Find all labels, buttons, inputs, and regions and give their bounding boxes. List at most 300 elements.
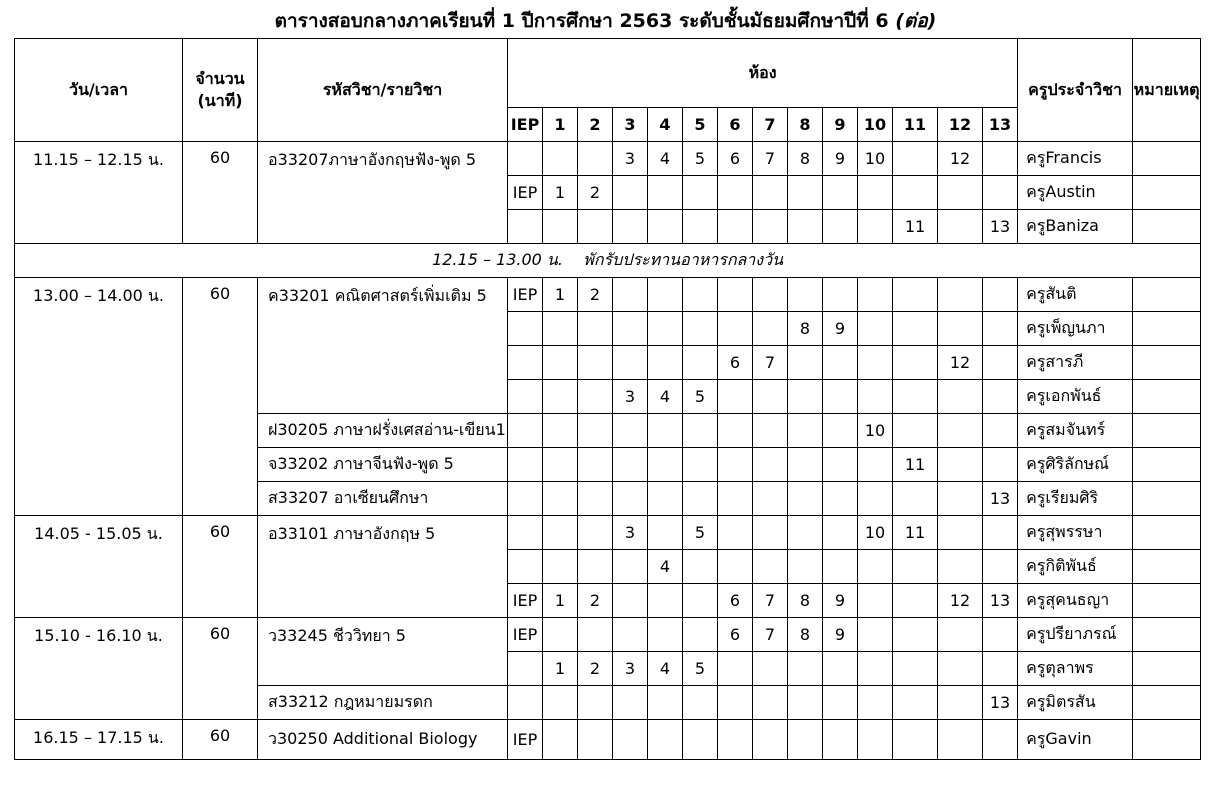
room-cell: [613, 278, 648, 312]
room-cell: 4: [648, 142, 683, 176]
note-cell: [1133, 210, 1201, 244]
room-cell: [858, 618, 893, 652]
room-cell: 5: [683, 516, 718, 550]
room-cell: [578, 516, 613, 550]
room-cell: [983, 380, 1018, 414]
room-cell: [613, 414, 648, 448]
room-cell: [823, 414, 858, 448]
room-cell: 5: [683, 142, 718, 176]
subject-cell: ค33201 คณิตศาสตร์เพิ่มเติม 5: [258, 278, 508, 414]
room-cell: [938, 482, 983, 516]
room-cell: [718, 448, 753, 482]
room-cell: [983, 346, 1018, 380]
room-cell: [823, 346, 858, 380]
room-cell: [683, 210, 718, 244]
note-cell: [1133, 346, 1201, 380]
room-cell: [578, 448, 613, 482]
room-cell: [753, 686, 788, 720]
room-cell: [508, 210, 543, 244]
room-cell: [823, 210, 858, 244]
room-cell: [753, 278, 788, 312]
room-cell: [508, 312, 543, 346]
room-cell: [858, 346, 893, 380]
room-cell: 1: [543, 584, 578, 618]
duration-cell: 60: [183, 516, 258, 618]
room-header-cell: 10: [858, 108, 893, 142]
teacher-cell: ครูเอกพันธ์: [1018, 380, 1133, 414]
room-cell: [753, 720, 788, 760]
room-cell: 4: [648, 380, 683, 414]
room-cell: [648, 414, 683, 448]
room-cell: IEP: [508, 278, 543, 312]
room-cell: [753, 448, 788, 482]
room-cell: [718, 414, 753, 448]
room-cell: [578, 414, 613, 448]
room-header-cell: 5: [683, 108, 718, 142]
exam-schedule-table: [14, 38, 1201, 760]
room-cell: 4: [648, 550, 683, 584]
header-note: หมายเหตุ: [1133, 39, 1201, 142]
room-cell: [753, 210, 788, 244]
room-cell: [753, 652, 788, 686]
room-cell: 6: [718, 584, 753, 618]
note-cell: [1133, 652, 1201, 686]
lunch-break-text: 12.15 – 13.00 น. พักรับประทานอาหารกลางวัน: [15, 244, 1201, 278]
room-cell: [683, 482, 718, 516]
room-cell: [578, 686, 613, 720]
room-cell: 6: [718, 142, 753, 176]
room-cell: [983, 142, 1018, 176]
room-cell: 3: [613, 142, 648, 176]
room-cell: [858, 550, 893, 584]
room-cell: 2: [578, 278, 613, 312]
note-cell: [1133, 584, 1201, 618]
room-cell: [648, 346, 683, 380]
room-cell: [858, 720, 893, 760]
subject-cell: ส33212 กฎหมายมรดก: [258, 686, 508, 720]
room-cell: IEP: [508, 618, 543, 652]
room-cell: [983, 720, 1018, 760]
room-cell: IEP: [508, 584, 543, 618]
room-cell: 5: [683, 652, 718, 686]
room-cell: [613, 720, 648, 760]
header-teacher: ครูประจำวิชา: [1018, 39, 1133, 142]
room-header-cell: 9: [823, 108, 858, 142]
room-cell: [938, 380, 983, 414]
room-cell: [938, 312, 983, 346]
room-cell: [938, 448, 983, 482]
room-cell: [613, 448, 648, 482]
room-cell: [648, 482, 683, 516]
room-cell: [613, 176, 648, 210]
room-cell: 2: [578, 584, 613, 618]
duration-cell: 60: [183, 142, 258, 244]
room-cell: 7: [753, 346, 788, 380]
room-cell: [893, 720, 938, 760]
room-cell: [613, 550, 648, 584]
teacher-cell: ครูสารภี: [1018, 346, 1133, 380]
room-cell: [613, 584, 648, 618]
room-cell: [508, 516, 543, 550]
subject-cell: ว33245 ชีววิทยา 5: [258, 618, 508, 686]
room-cell: 13: [983, 482, 1018, 516]
room-cell: 13: [983, 584, 1018, 618]
room-cell: [823, 652, 858, 686]
room-cell: [508, 448, 543, 482]
room-cell: [543, 142, 578, 176]
room-cell: [613, 686, 648, 720]
room-cell: 13: [983, 210, 1018, 244]
room-cell: [718, 210, 753, 244]
room-cell: [788, 720, 823, 760]
note-cell: [1133, 618, 1201, 652]
room-cell: [753, 482, 788, 516]
room-cell: 9: [823, 312, 858, 346]
room-cell: [893, 142, 938, 176]
room-cell: [578, 380, 613, 414]
schedule-row: [15, 618, 1201, 652]
room-cell: [683, 346, 718, 380]
room-cell: [683, 686, 718, 720]
room-cell: [788, 550, 823, 584]
teacher-cell: ครูBaniza: [1018, 210, 1133, 244]
room-cell: [648, 278, 683, 312]
room-cell: [858, 176, 893, 210]
teacher-cell: ครูสุคนธญา: [1018, 584, 1133, 618]
room-cell: [613, 312, 648, 346]
room-cell: 7: [753, 142, 788, 176]
schedule-row: [15, 278, 1201, 312]
room-cell: [893, 652, 938, 686]
room-cell: [578, 618, 613, 652]
room-cell: [753, 550, 788, 584]
room-cell: 8: [788, 142, 823, 176]
room-cell: [718, 176, 753, 210]
duration-cell: 60: [183, 618, 258, 720]
room-cell: [893, 550, 938, 584]
room-cell: [788, 176, 823, 210]
room-cell: [543, 720, 578, 760]
room-header-cell: 6: [718, 108, 753, 142]
room-cell: [578, 210, 613, 244]
room-cell: [543, 686, 578, 720]
room-cell: [613, 346, 648, 380]
room-cell: [893, 312, 938, 346]
subject-cell: อ33101 ภาษาอังกฤษ 5: [258, 516, 508, 618]
teacher-cell: ครูมิตรสัน: [1018, 686, 1133, 720]
teacher-cell: ครูสันติ: [1018, 278, 1133, 312]
room-cell: [543, 618, 578, 652]
schedule-row: [15, 720, 1201, 760]
room-cell: [938, 210, 983, 244]
room-cell: 7: [753, 584, 788, 618]
time-cell: 11.15 – 12.15 น.: [15, 142, 183, 244]
room-cell: [753, 312, 788, 346]
header-duration: จำนวน (นาที): [183, 39, 258, 142]
room-cell: 9: [823, 142, 858, 176]
teacher-cell: ครูศิริลักษณ์: [1018, 448, 1133, 482]
room-cell: [543, 482, 578, 516]
room-cell: 12: [938, 584, 983, 618]
room-cell: [893, 346, 938, 380]
room-cell: 2: [578, 652, 613, 686]
room-cell: [823, 720, 858, 760]
subject-cell: อ33207ภาษาอังกฤษฟัง-พูด 5: [258, 142, 508, 244]
room-cell: 5: [683, 380, 718, 414]
room-header-cell: 7: [753, 108, 788, 142]
room-cell: [648, 448, 683, 482]
room-cell: [938, 618, 983, 652]
note-cell: [1133, 312, 1201, 346]
room-cell: [508, 482, 543, 516]
room-cell: [788, 516, 823, 550]
room-cell: [543, 380, 578, 414]
room-cell: 8: [788, 584, 823, 618]
room-cell: 3: [613, 652, 648, 686]
header-rooms: ห้อง: [508, 39, 1018, 108]
room-cell: [543, 414, 578, 448]
teacher-cell: ครูกิติพันธ์: [1018, 550, 1133, 584]
room-cell: [648, 584, 683, 618]
room-cell: [718, 516, 753, 550]
room-cell: [893, 686, 938, 720]
room-cell: [893, 176, 938, 210]
room-cell: [508, 652, 543, 686]
note-cell: [1133, 516, 1201, 550]
room-cell: [788, 278, 823, 312]
room-cell: [938, 720, 983, 760]
room-cell: [648, 618, 683, 652]
room-cell: [893, 414, 938, 448]
room-cell: [823, 448, 858, 482]
room-cell: [858, 584, 893, 618]
room-cell: [788, 380, 823, 414]
room-cell: 2: [578, 176, 613, 210]
note-cell: [1133, 686, 1201, 720]
room-cell: [788, 482, 823, 516]
room-header-cell: 2: [578, 108, 613, 142]
room-cell: [648, 686, 683, 720]
title-text: ตารางสอบกลางภาคเรียนที่ 1 ปีการศึกษา 2563 ระดับชั้นมัธยมศึกษาปีที่ 6: [274, 10, 889, 32]
note-cell: [1133, 720, 1201, 760]
room-cell: 6: [718, 346, 753, 380]
room-cell: [648, 210, 683, 244]
room-cell: 11: [893, 448, 938, 482]
schedule-row: [15, 516, 1201, 550]
time-cell: 14.05 - 15.05 น.: [15, 516, 183, 618]
room-cell: [718, 652, 753, 686]
teacher-cell: ครูAustin: [1018, 176, 1133, 210]
room-header-cell: 1: [543, 108, 578, 142]
header-row: [15, 39, 1201, 108]
room-cell: 8: [788, 312, 823, 346]
room-cell: [858, 312, 893, 346]
room-cell: [938, 176, 983, 210]
room-cell: [508, 142, 543, 176]
room-cell: [823, 686, 858, 720]
room-cell: [543, 210, 578, 244]
room-cell: [578, 550, 613, 584]
note-cell: [1133, 380, 1201, 414]
room-cell: [938, 652, 983, 686]
header-subject: รหัสวิชา/รายวิชา: [258, 39, 508, 142]
room-cell: [683, 584, 718, 618]
room-cell: [983, 278, 1018, 312]
room-cell: [683, 448, 718, 482]
room-cell: [858, 210, 893, 244]
room-cell: [788, 210, 823, 244]
room-cell: [858, 482, 893, 516]
room-cell: 10: [858, 414, 893, 448]
room-cell: [508, 550, 543, 584]
room-cell: 3: [613, 380, 648, 414]
room-cell: [938, 686, 983, 720]
note-cell: [1133, 550, 1201, 584]
room-cell: [983, 550, 1018, 584]
note-cell: [1133, 448, 1201, 482]
room-cell: [893, 380, 938, 414]
room-cell: [578, 142, 613, 176]
subject-cell: ว30250 Additional Biology: [258, 720, 508, 760]
room-cell: [858, 448, 893, 482]
lunch-break-row: [15, 244, 1201, 278]
room-cell: IEP: [508, 176, 543, 210]
room-cell: [508, 380, 543, 414]
teacher-cell: ครูสมจันทร์: [1018, 414, 1133, 448]
room-header-cell: IEP: [508, 108, 543, 142]
room-cell: [983, 448, 1018, 482]
room-cell: [938, 414, 983, 448]
room-cell: [683, 618, 718, 652]
room-cell: 9: [823, 584, 858, 618]
room-cell: [823, 380, 858, 414]
room-header-cell: 12: [938, 108, 983, 142]
room-cell: 4: [648, 652, 683, 686]
room-cell: [683, 720, 718, 760]
header-datetime: วัน/เวลา: [15, 39, 183, 142]
room-cell: [983, 312, 1018, 346]
room-header-cell: 8: [788, 108, 823, 142]
room-cell: [648, 720, 683, 760]
note-cell: [1133, 142, 1201, 176]
room-cell: [983, 618, 1018, 652]
teacher-cell: ครูGavin: [1018, 720, 1133, 760]
room-cell: [823, 482, 858, 516]
room-cell: [858, 380, 893, 414]
room-cell: [983, 414, 1018, 448]
room-cell: [893, 482, 938, 516]
room-cell: [788, 346, 823, 380]
teacher-cell: ครูFrancis: [1018, 142, 1133, 176]
room-cell: IEP: [508, 720, 543, 760]
room-cell: [648, 312, 683, 346]
room-cell: [823, 516, 858, 550]
room-cell: [823, 550, 858, 584]
room-cell: 1: [543, 176, 578, 210]
room-cell: [938, 516, 983, 550]
room-cell: [893, 618, 938, 652]
room-cell: 1: [543, 652, 578, 686]
teacher-cell: ครูปรียาภรณ์: [1018, 618, 1133, 652]
room-cell: [683, 414, 718, 448]
room-cell: [753, 176, 788, 210]
room-header-cell: 11: [893, 108, 938, 142]
room-cell: [753, 380, 788, 414]
room-cell: [788, 414, 823, 448]
room-cell: [788, 652, 823, 686]
room-cell: [543, 448, 578, 482]
room-cell: [893, 584, 938, 618]
time-cell: 13.00 – 14.00 น.: [15, 278, 183, 516]
room-cell: [578, 312, 613, 346]
teacher-cell: ครูเพ็ญนภา: [1018, 312, 1133, 346]
room-cell: 12: [938, 346, 983, 380]
room-cell: 11: [893, 210, 938, 244]
room-header-cell: 13: [983, 108, 1018, 142]
note-cell: [1133, 176, 1201, 210]
room-cell: [578, 720, 613, 760]
title-suffix: (ต่อ): [895, 10, 937, 32]
room-cell: [938, 278, 983, 312]
room-cell: [823, 278, 858, 312]
room-cell: [753, 516, 788, 550]
room-cell: [718, 720, 753, 760]
subject-cell: ฝ30205 ภาษาฝรั่งเศสอ่าน-เขียน1: [258, 414, 508, 448]
room-cell: [718, 550, 753, 584]
duration-cell: 60: [183, 278, 258, 516]
teacher-cell: ครูสุพรรษา: [1018, 516, 1133, 550]
room-cell: [718, 686, 753, 720]
room-cell: [543, 516, 578, 550]
room-cell: [543, 312, 578, 346]
room-cell: 7: [753, 618, 788, 652]
room-cell: [543, 346, 578, 380]
room-cell: [718, 482, 753, 516]
room-header-cell: 4: [648, 108, 683, 142]
room-cell: [578, 482, 613, 516]
room-cell: 1: [543, 278, 578, 312]
note-cell: [1133, 414, 1201, 448]
schedule-row: [15, 142, 1201, 176]
room-cell: [648, 176, 683, 210]
room-cell: 6: [718, 618, 753, 652]
teacher-cell: ครูเรียมศิริ: [1018, 482, 1133, 516]
teacher-cell: ครูตุลาพร: [1018, 652, 1133, 686]
room-cell: [858, 652, 893, 686]
room-cell: [613, 618, 648, 652]
room-cell: [683, 176, 718, 210]
room-cell: [543, 550, 578, 584]
room-cell: 12: [938, 142, 983, 176]
room-cell: [648, 516, 683, 550]
room-cell: [718, 312, 753, 346]
room-cell: [508, 414, 543, 448]
room-cell: [788, 448, 823, 482]
room-cell: [858, 278, 893, 312]
room-cell: [718, 278, 753, 312]
room-cell: [508, 686, 543, 720]
room-cell: 13: [983, 686, 1018, 720]
room-cell: [718, 380, 753, 414]
room-cell: 8: [788, 618, 823, 652]
room-cell: [613, 210, 648, 244]
room-cell: 11: [893, 516, 938, 550]
note-cell: [1133, 278, 1201, 312]
room-cell: 10: [858, 142, 893, 176]
room-cell: [683, 550, 718, 584]
room-cell: [613, 482, 648, 516]
room-cell: [753, 414, 788, 448]
